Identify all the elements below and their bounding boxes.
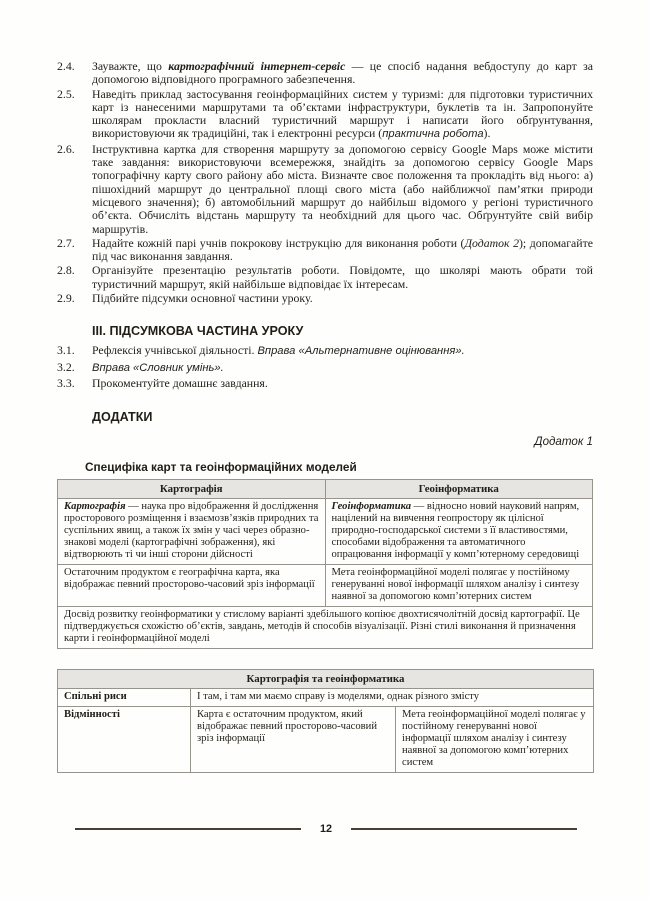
item-text: Прокоментуйте домашнє завдання. — [92, 375, 268, 390]
page-content — [57, 60, 593, 773]
table-merged-cell: І там, і там ми маємо справу із моделями, однак різного змісту — [191, 689, 594, 707]
final-part-list — [57, 344, 593, 390]
table-cell: Карта є остаточним продуктом, який відображає певний просторово-часовий зріз інформації — [191, 707, 396, 773]
list-item — [57, 264, 593, 291]
item-text: Інструктивна картка для створення маршруту за допомогою сервісу Google Maps може містити таке завдання: використовуючи всемережжя, знайдіть за допомогою сервісу Google Maps топографічну карту свого району або міста. Визначте своє положення та прокладіть від нього: а) пішохідний маршрут до центральної площі свого міста (або найближчої пам’ятки природи місцевого значення); б) автомобільний маршрут до найбільш відомого у регіоні туристичного об’єкта. Обчисліть відстань маршруту та необхідний для цього час. Обґрунтуйте свій вибір маршрутів. — [92, 141, 593, 236]
appendices-heading: ДОДАТКИ — [92, 410, 153, 425]
list-item — [57, 344, 593, 358]
table-cell: Мета геоінформаційної моделі полягає у постійному генеруванні нової інформації шляхом аналізу і синтезу наявної за допомогою комп’ютерних систем — [325, 565, 593, 607]
table-cell: Геоінформатика — відносно новий науковий напрям, націлений на вивчення геопростору як цілісної природно-господарської системи з її властивостями, способами відображення та автоматичного опрацювання інформації у комп’ютерному середовищі — [325, 499, 593, 565]
list-item — [57, 292, 593, 305]
row-label-common-features: Спільні риси — [58, 689, 191, 707]
table1-header-cartography: Картографія — [58, 480, 326, 499]
footer-left-rule — [75, 828, 301, 830]
item-number: 2.7. — [57, 235, 75, 250]
item-number: 2.5. — [57, 86, 75, 101]
item-text: Наведіть приклад застосування геоінформаційних систем у туризмі: для підготовки туристичних карт із нанесеними маршрутами та об’єктами інфраструктури, буклетів та ін. Запропонуйте школярам прокласти власний туристичний маршрут і написати його обґрунтування, використовуючи як традиційні, так і електронні ресурси (практична робота). — [92, 86, 593, 141]
appendix-label: Додаток 1 — [534, 435, 593, 449]
page-footer — [75, 823, 577, 835]
table-header-row — [58, 670, 594, 689]
item-number: 2.4. — [57, 59, 75, 73]
item-text: Рефлексія учнівської діяльності. Вправа «Альтернативне оцінювання». — [92, 343, 465, 358]
table-row — [58, 707, 594, 773]
table1-title: Специфіка карт та геоінформаційних моделей — [85, 460, 357, 475]
cartography-geoinformatics-table — [57, 669, 594, 773]
item-number: 3.3. — [57, 375, 75, 390]
list-item — [57, 143, 593, 236]
maps-vs-geoinformatics-table — [57, 479, 593, 649]
table-cell: Остаточним продуктом є географічна карта, яка відображає певний просторово-часовий зріз інформації — [58, 565, 326, 607]
list-item — [57, 377, 593, 390]
page-number: 12 — [320, 823, 333, 835]
table-row — [58, 689, 594, 707]
final-part-section-heading: ІІІ. ПІДСУМКОВА ЧАСТИНА УРОКУ — [92, 324, 304, 339]
item-text: Вправа «Словник умінь». — [92, 361, 224, 374]
numbered-paragraph-list — [57, 60, 593, 305]
item-number: 3.1. — [57, 343, 75, 358]
table2-title-cell: Картографія та геоінформатика — [58, 670, 594, 689]
item-text: Підбийте підсумки основної частини уроку. — [92, 291, 313, 306]
item-text: Надайте кожній парі учнів покрокову інструкцію для виконання роботи (Додаток 2); допомагайте під час виконання завдання. — [92, 235, 593, 264]
item-text: Зауважте, що картографічний інтернет-сервіс — це спосіб надання вебдоступу до карт за допомогою відповідного програмного забезпечення. — [92, 59, 593, 87]
list-item — [57, 88, 593, 142]
item-number: 2.9. — [57, 291, 75, 306]
item-number: 2.8. — [57, 263, 75, 278]
table-row — [58, 499, 593, 565]
table-row — [58, 565, 593, 607]
table-merged-cell: Досвід розвитку геоінформатики у стислому варіанті здебільшого копіює двохтисячолітній досвід картографії. Це підтверджується схожістю об’єктів, завдань, методів й способів візуалізації. Різні стилі виконання й призначення карти і геоінформаційної моделі — [58, 607, 593, 649]
footer-right-rule — [351, 828, 577, 830]
table-header-row — [58, 480, 593, 499]
item-number: 3.2. — [57, 359, 75, 374]
row-label-differences: Відмінності — [58, 707, 191, 773]
table-cell: Мета геоінформаційної моделі полягає у постійному генеруванні нової інформації шляхом аналізу і синтезу наявної за допомогою комп’ютерних систем — [396, 707, 594, 773]
list-item — [57, 361, 593, 375]
list-item — [57, 60, 593, 87]
table-cell: Картографія — наука про відображення й дослідження просторового розміщення і взаємозв’язків природних та суспільних явищ, а також їх змін у часі через образно-знакові моделі (картографічні зображення), які відтворюють ті чи інші сторони дійсності — [58, 499, 326, 565]
table1-header-geoinformatics: Геоінформатика — [325, 480, 593, 499]
table-row — [58, 607, 593, 649]
list-item — [57, 237, 593, 264]
item-text: Організуйте презентацію результатів роботи. Повідомте, що школярі мають обрати той туристичний маршрут, якій найбільше відповідає їх інтересам. — [92, 263, 593, 291]
item-number: 2.6. — [57, 141, 75, 156]
